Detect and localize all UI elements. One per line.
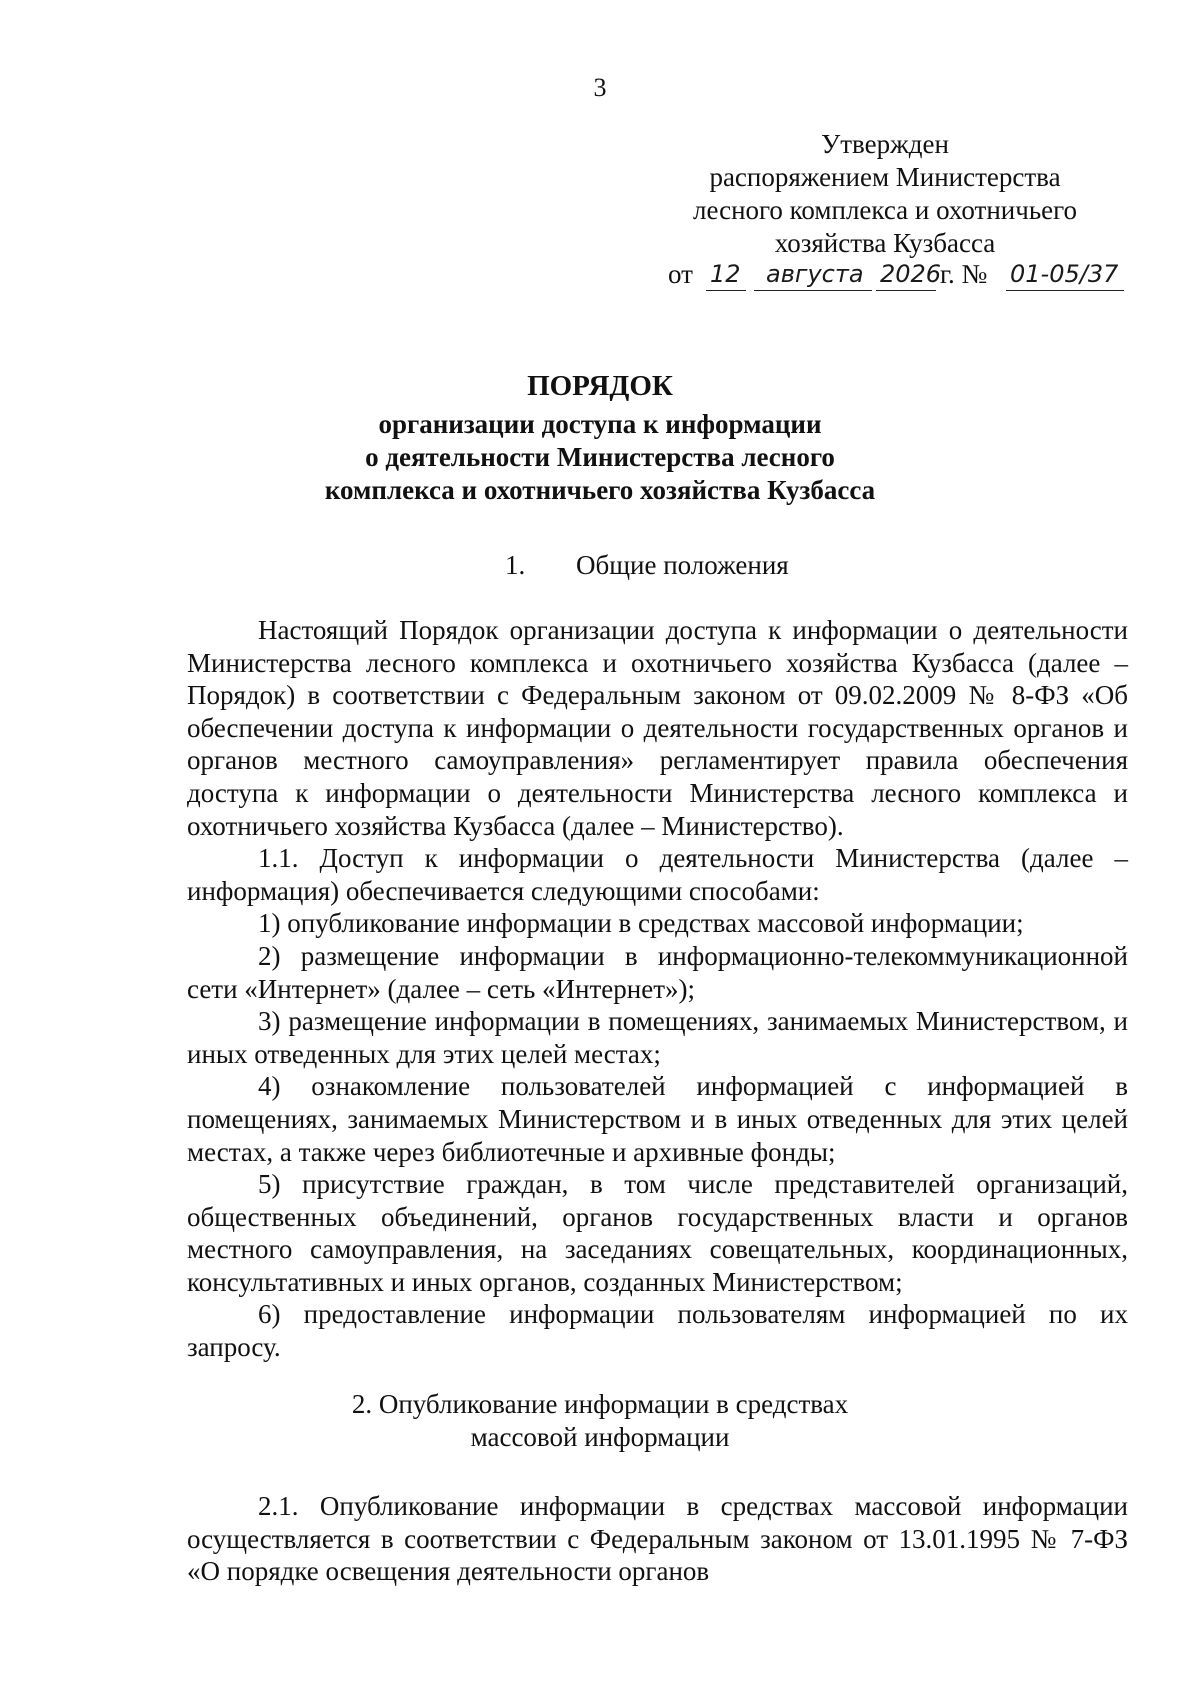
list-item: 6) предоставление информации пользователям информацией по их запросу.	[187, 1299, 1128, 1363]
year-number-label: г. №	[940, 259, 988, 289]
paragraph: 2.1. Опубликование информации в средствах массовой информации осуществляется в соответствии с Федеральным законом от 13.01.1995 № 7-ФЗ «О порядке освещения деятельности органов	[187, 1491, 1128, 1587]
paragraph: Настоящий Порядок организации доступа к информации о деятельности Министерства лесного комплекса и охотничьего хозяйства Кузбасса (далее – Порядок) в соответствии с Федеральным законом от 09.02.2009 № 8-ФЗ «Об обеспечении доступа к информации о деятельности государственных органов и органов местного самоуправления» регламентирует правила обеспечения доступа к информации о деятельности Министерства лесного комплекса и охотничьего хозяйства Кузбасса (далее – Министерство).	[187, 615, 1128, 841]
year-underline	[876, 290, 936, 291]
list-item: 5) присутствие граждан, в том числе представителей организаций, общественных объединений, органов государственных власти и органов местного самоуправления, на заседаниях совещательных, координационных, консультативных и иных органов, созданных Министерством;	[187, 1169, 1128, 1297]
approval-line: лесного комплекса и охотничьего	[692, 195, 1078, 225]
section-heading-1	[0, 549, 1200, 583]
section-title-line: массовой информации	[470, 1422, 730, 1452]
day-underline	[706, 290, 746, 291]
number-underline	[1006, 290, 1124, 291]
handwritten-month: августа	[766, 260, 864, 288]
list-item: 1) опубликование информации в средствах массовой информации;	[258, 908, 1024, 939]
from-label: от	[668, 259, 693, 289]
approval-line: распоряжением Министерства	[709, 162, 1061, 192]
title-line: организации доступа к информации	[378, 409, 822, 439]
list-item: 3) размещение информации в помещениях, занимаемых Министерством, и иных отведенных для этих целей местах;	[187, 1006, 1128, 1069]
title-main: ПОРЯДОК	[527, 370, 673, 402]
approval-line: хозяйства Кузбасса	[774, 228, 996, 258]
section-heading-2	[0, 1388, 1200, 1454]
document-title	[240, 368, 960, 507]
approval-date-number	[668, 258, 1138, 298]
body-text-section-2	[187, 1490, 1128, 1588]
body-text-section-1	[187, 614, 1128, 1364]
approval-block	[660, 128, 1110, 260]
list-item: 4) ознакомление пользователей информацией с информацией в помещениях, занимаемых Министерством и в иных отведенных для этих целей местах, а также через библиотечные и архивные фонды;	[187, 1071, 1128, 1167]
paragraph: 1.1. Доступ к информации о деятельности Министерства (далее – информация) обеспечивается следующими способами:	[187, 843, 1128, 906]
handwritten-day: 12	[710, 260, 741, 288]
title-line: комплекса и охотничьего хозяйства Кузбасса	[324, 475, 876, 505]
page-number: 3	[593, 73, 607, 102]
section-number: 1.	[505, 550, 526, 580]
section-title: Общие положения	[576, 550, 789, 580]
title-line: о деятельности Министерства лесного	[365, 442, 835, 472]
approval-line: Утвержден	[821, 129, 949, 159]
section-title-line: 2. Опубликование информации в средствах	[351, 1389, 849, 1419]
handwritten-number: 01-05/37	[1010, 260, 1119, 288]
list-item: 2) размещение информации в информационно-телекоммуникационной сети «Интернет» (далее – сеть «Интернет»);	[187, 940, 1128, 1004]
handwritten-year: 2026	[880, 260, 942, 288]
month-underline	[754, 290, 872, 291]
